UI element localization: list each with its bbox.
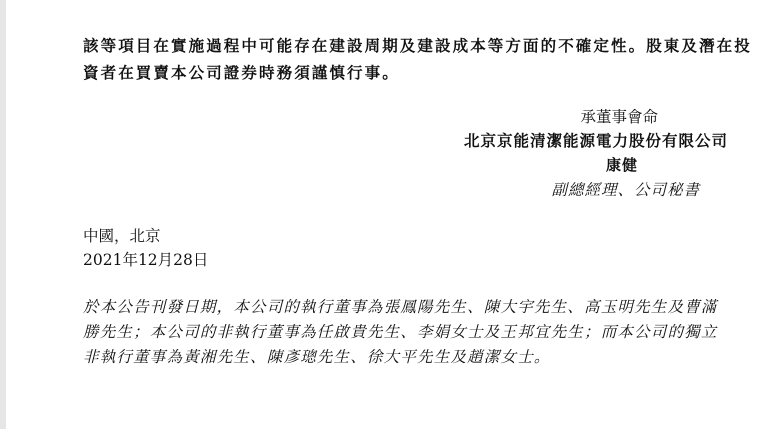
scrollbar-track[interactable] bbox=[0, 0, 6, 429]
date: 2021年12月28日 bbox=[83, 251, 209, 269]
directors-line-2: 勝先生；本公司的非執行董事為任啟貴先生、李娟女士及王邦宜先生；而本公司的獨立 bbox=[83, 323, 718, 341]
signature-title: 副總經理、公司秘書 bbox=[551, 181, 700, 199]
signature-name: 康健 bbox=[605, 156, 638, 174]
signature-order: 承董事會命 bbox=[580, 108, 658, 126]
directors-line-1: 於本公告刊發日期，本公司的執行董事為張鳳陽先生、陳大宇先生、高玉明先生及曹滿 bbox=[83, 298, 718, 316]
directors-line-3: 非執行董事為黃湘先生、陳彥璁先生、徐大平先生及趙潔女士。 bbox=[83, 348, 551, 366]
intro-line-1: 該等項目在實施過程中可能存在建設周期及建設成本等方面的不確定性。股東及潛在投 bbox=[83, 37, 752, 55]
signature-company: 北京京能清潔能源電力股份有限公司 bbox=[463, 132, 728, 150]
intro-line-2: 資者在買賣本公司證券時務須謹慎行事。 bbox=[83, 64, 400, 82]
location: 中國，北京 bbox=[83, 227, 161, 245]
